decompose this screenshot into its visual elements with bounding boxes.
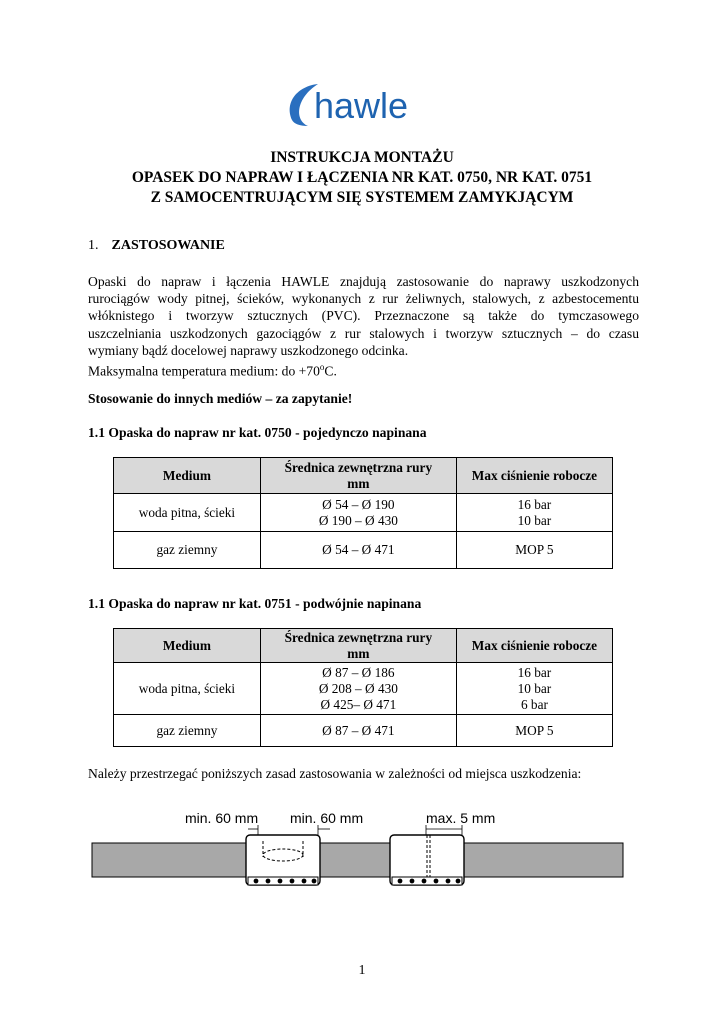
header-diameter-line-2: mm xyxy=(347,475,370,491)
clamp-right xyxy=(390,835,464,885)
paragraph-line: wymiany bądź docelowej naprawy uszkodzonego odcinka. xyxy=(88,342,409,358)
table2-heading: 1.1 Opaska do napraw nr kat. 0751 - podwójnie napinana xyxy=(88,596,422,611)
hawle-logo xyxy=(284,80,434,128)
cell-diameter: Ø 54 – Ø 471 xyxy=(260,532,456,569)
temp-prefix: Maksymalna temperatura medium: do +70 xyxy=(88,363,320,379)
cell-pressure xyxy=(456,663,612,715)
cell-diameter xyxy=(260,494,456,532)
pressure-value: 10 bar xyxy=(517,512,552,528)
pipe xyxy=(92,843,623,877)
title-line-1: INSTRUKCJA MONTAŻU xyxy=(270,149,454,166)
pressure-value: 6 bar xyxy=(520,696,548,712)
diameter-value: Ø 208 – Ø 430 xyxy=(318,680,398,696)
header-pressure: Max ciśnienie robocze xyxy=(456,458,612,494)
diameter-value: Ø 190 – Ø 430 xyxy=(318,512,398,528)
header-medium: Medium xyxy=(114,458,261,494)
diameter-value: Ø 54 – Ø 190 xyxy=(322,496,395,512)
table-0750 xyxy=(113,457,613,569)
title-line-3: Z SAMOCENTRUJĄCYM SIĘ SYSTEMEM ZAMYKJĄCYM xyxy=(150,189,574,206)
paragraph-line: włóknistego i tworzyw sztucznych (PVC). Przeznaczone są także do tymczasowego xyxy=(88,308,639,324)
cell-medium: gaz ziemny xyxy=(114,532,261,569)
cell-diameter: Ø 87 – Ø 471 xyxy=(260,715,456,747)
header-diameter-line-1: Średnica zewnętrzna rury xyxy=(284,459,433,475)
cell-pressure: MOP 5 xyxy=(456,715,612,747)
cell-pressure: MOP 5 xyxy=(456,532,612,569)
pressure-value: 10 bar xyxy=(517,680,552,696)
cell-pressure xyxy=(456,494,612,532)
paragraph-line: Opaski do napraw i łączenia HAWLE znajdują zastosowanie do naprawy uszkodzonych xyxy=(88,274,639,289)
intro-paragraph xyxy=(88,273,639,380)
table-header-row xyxy=(114,629,613,663)
table-row xyxy=(114,715,613,747)
label-min-60-left: min. 60 mm xyxy=(185,810,259,826)
dimension-lines xyxy=(248,825,462,835)
temp-degree: o xyxy=(319,362,325,373)
label-min-60-middle: min. 60 mm xyxy=(290,810,364,826)
cell-medium: gaz ziemny xyxy=(114,715,261,747)
section-heading xyxy=(88,238,225,254)
paragraph-line: uszczelniania uszkodzonych gazociągów z rur stalowych i tworzyw sztucznych – do czasu xyxy=(88,325,639,341)
table-row xyxy=(114,494,613,532)
installation-diagram xyxy=(90,805,625,900)
temp-suffix: C. xyxy=(324,363,337,379)
logo-text: hawle xyxy=(314,85,409,126)
section-number: 1. xyxy=(88,238,99,253)
table-row xyxy=(114,663,613,715)
header-diameter-line-1: Średnica zewnętrzna rury xyxy=(284,629,433,645)
table-header-row xyxy=(114,458,613,494)
cell-diameter xyxy=(260,663,456,715)
table-row xyxy=(114,532,613,569)
clamp-left xyxy=(246,835,320,885)
table-0751 xyxy=(113,628,613,747)
pressure-value: 16 bar xyxy=(517,664,552,680)
pressure-value: 16 bar xyxy=(517,496,552,512)
header-pressure: Max ciśnienie robocze xyxy=(456,629,612,663)
usage-note: Należy przestrzegać poniższych zasad zastosowania w zależności od miejsca uszkodzenia: xyxy=(88,766,582,781)
table1-heading: 1.1 Opaska do napraw nr kat. 0750 - pojedynczo napinana xyxy=(88,425,427,440)
section-label: ZASTOSOWANIE xyxy=(111,238,225,253)
cell-medium: woda pitna, ścieki xyxy=(114,663,261,715)
cell-medium: woda pitna, ścieki xyxy=(114,494,261,532)
max-temperature xyxy=(88,359,639,380)
diameter-value: Ø 425– Ø 471 xyxy=(320,696,397,712)
paragraph-line: rurociągów wody pitnej, ścieków, wykonanych z rur żeliwnych, stalowych, z azbestocementu xyxy=(88,291,639,307)
header-medium: Medium xyxy=(114,629,261,663)
other-media-note: Stosowanie do innych mediów – za zapytanie! xyxy=(88,391,353,406)
label-max-5: max. 5 mm xyxy=(426,810,496,826)
title-line-2: OPASEK DO NAPRAW I ŁĄCZENIA NR KAT. 0750, NR KAT. 0751 xyxy=(131,169,593,186)
header-diameter xyxy=(260,629,456,663)
header-diameter xyxy=(260,458,456,494)
header-diameter-line-2: mm xyxy=(347,645,370,661)
diameter-value: Ø 87 – Ø 186 xyxy=(322,664,395,680)
page-number: 1 xyxy=(358,963,366,978)
